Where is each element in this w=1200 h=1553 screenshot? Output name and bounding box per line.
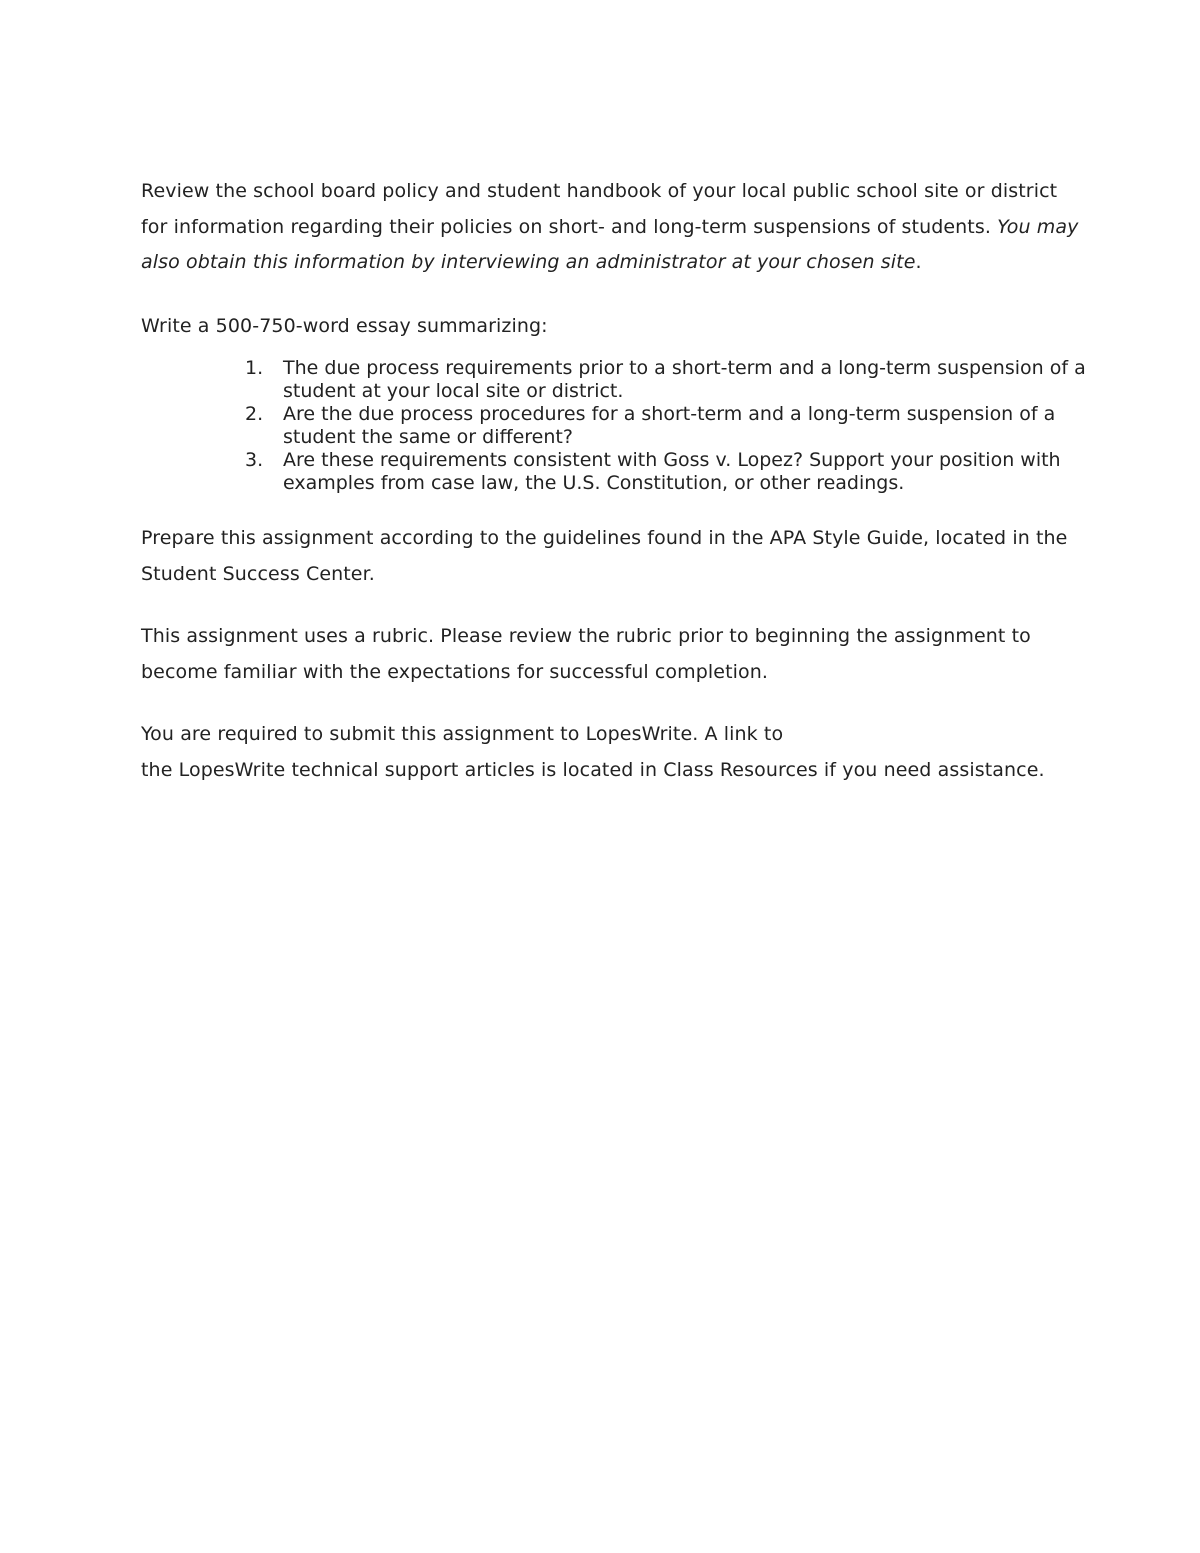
apa-note: Prepare this assignment according to the guidelines found in the APA Style Guide, located in the Student Success Center. [141,527,1068,585]
list-item-number: 3. [245,449,264,471]
intro-italic-text: You may also obtain this information by interviewing an administrator at your chosen site [141,215,1079,273]
essay-prompt: Write a 500-750-word essay summarizing: [141,314,548,337]
submission-note [141,717,1081,788]
submission-line-2: the LopesWrite technical support articles is located in Class Resources if you need assistance. [141,758,1045,781]
requirements-list [141,357,1086,495]
intro-text: Review the school board policy and student handbook of your local public school site or district for information regarding their policies on short- and long-term suspensions of students. [141,180,1058,238]
submission-line-1: You are required to submit this assignment to LopesWrite. A link to [141,723,784,745]
list-item-text: Are the due process procedures for a short-term and a long-term suspension of a student the same or different? [283,403,1056,448]
list-item-text: Are these requirements consistent with Goss v. Lopez? Support your position with examples from case law, the U.S. Constitution, or other readings. [283,449,1061,494]
intro-end: . [915,251,922,273]
list-item [141,357,1093,403]
list-item [141,403,1093,449]
assignment-instructions [141,174,1086,788]
list-item-number: 1. [245,357,264,379]
list-item [141,449,1093,495]
list-item-number: 2. [245,403,264,425]
rubric-note: This assignment uses a rubric. Please review the rubric prior to beginning the assignment to become familiar with the expectations for successful completion. [141,625,1031,683]
list-item-text: The due process requirements prior to a short-term and a long-term suspension of a student at your local site or district. [283,357,1086,402]
intro-paragraph [141,174,1081,281]
